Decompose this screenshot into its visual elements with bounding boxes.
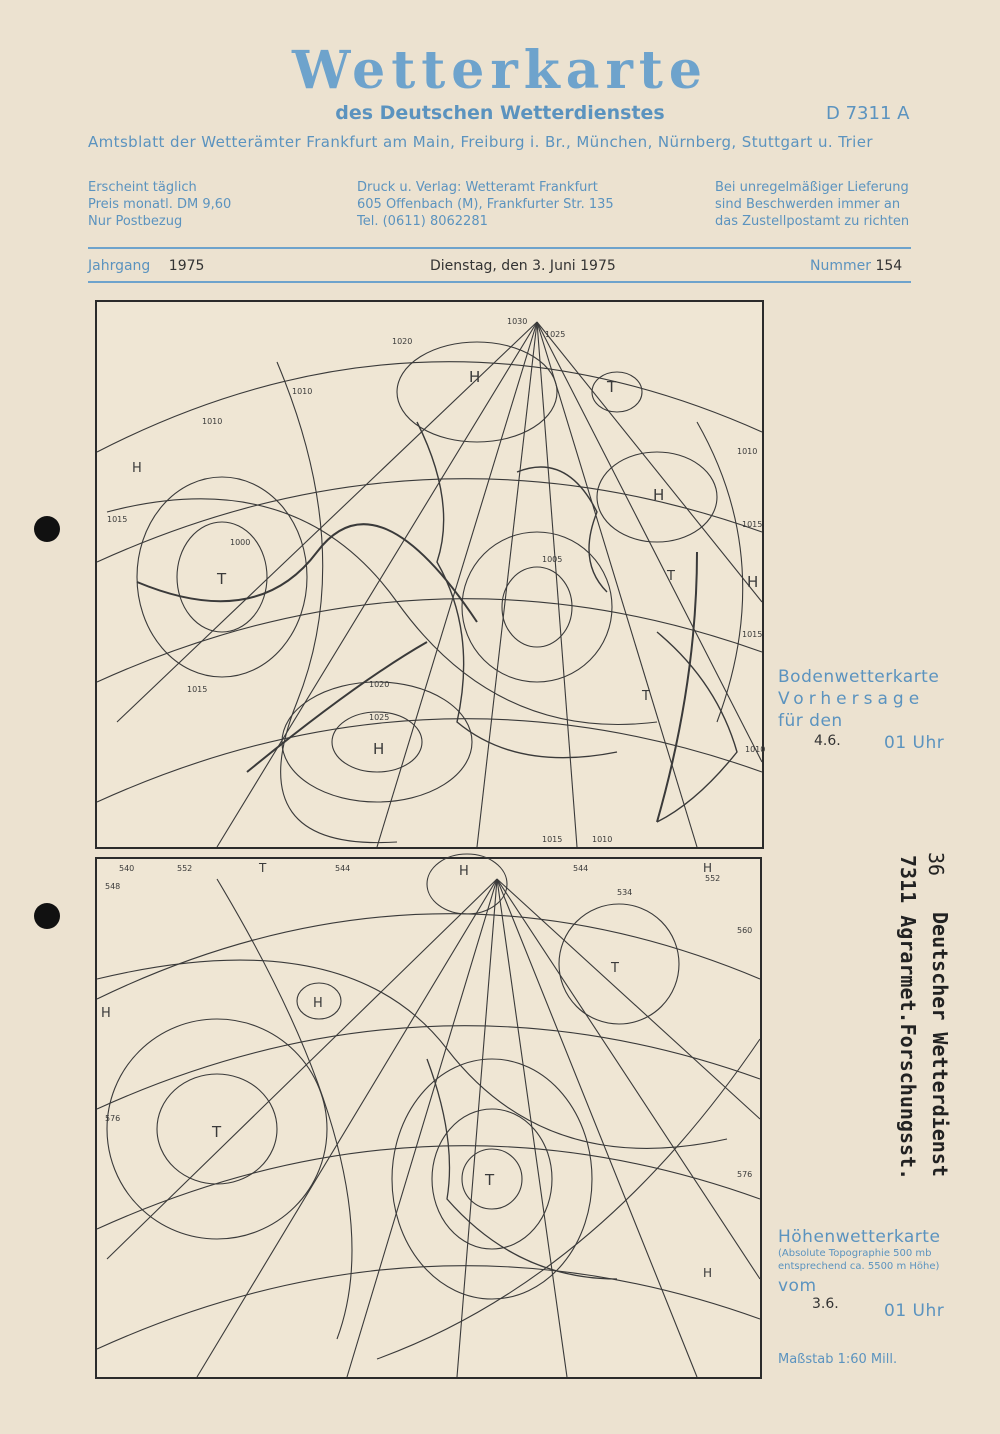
isobar-label: 1005 — [542, 555, 563, 564]
surface-map-caption — [778, 666, 939, 732]
height-high-label: H — [703, 1266, 713, 1280]
pressure-high-label: H — [469, 368, 481, 386]
pressure-low-label: T — [217, 570, 227, 588]
contour-label: 576 — [737, 1170, 753, 1179]
upper-map-vom: vom — [778, 1276, 817, 1296]
isobar-label: 1015 — [187, 685, 208, 694]
surface-map-drawing — [97, 302, 766, 847]
upper-map-drawing — [97, 859, 760, 1377]
height-high-label: H — [101, 1006, 111, 1021]
page-title: Wetterkarte — [292, 40, 708, 101]
isobar-label: 1015 — [742, 630, 763, 639]
surface-map-for: für den — [778, 711, 843, 731]
isobar-label: 1000 — [230, 538, 251, 547]
isobar-label: 1010 — [202, 417, 223, 426]
height-high-label: H — [313, 996, 323, 1011]
upper-map-note-line: entsprechend ca. 5500 m Höhe) — [778, 1261, 940, 1272]
isobar-label: 1020 — [392, 337, 413, 346]
info-line: Nur Postbezug — [88, 214, 183, 229]
jahrgang-value: 1975 — [168, 258, 205, 274]
surface-map-title: Bodenwetterkarte — [778, 667, 940, 687]
info-left — [88, 179, 231, 230]
surface-map-forecast: Vorhersage — [778, 689, 925, 709]
contour-label: 534 — [617, 888, 633, 897]
jahrgang-label: Jahrgang — [88, 258, 151, 274]
subtitle: des Deutschen Wetterdienstes — [335, 102, 665, 124]
isobar-label: 1025 — [369, 713, 390, 722]
info-line: Bei unregelmäßiger Lieferung — [715, 180, 909, 195]
isobar-label: 1015 — [742, 520, 763, 529]
isobar-label: 1015 — [107, 515, 128, 524]
height-low-label: T — [212, 1123, 222, 1141]
upper-map-date: 3.6. — [812, 1296, 839, 1312]
nummer-value: 154 — [875, 258, 903, 274]
pressure-high-label: H — [373, 740, 385, 758]
contour-label: 576 — [105, 1114, 121, 1123]
info-right — [715, 179, 909, 230]
jahrgang — [88, 258, 204, 274]
info-center — [357, 179, 614, 230]
isobar-label: 1010 — [292, 387, 313, 396]
pressure-low-label: T — [607, 378, 617, 396]
library-stamp-line-1: Deutscher Wetterdienst — [928, 912, 952, 1177]
height-high-label: H — [703, 861, 713, 875]
upper-map-time: 01 Uhr — [884, 1301, 945, 1321]
offices-line: Amtsblatt der Wetterämter Frankfurt am Main, Freiburg i. Br., München, Nürnberg, Stuttgart u. Trier — [88, 133, 873, 151]
isobar-label: 1025 — [545, 330, 566, 339]
surface-weather-map — [95, 300, 764, 849]
punch-hole-top — [34, 516, 60, 542]
surface-map-date: 4.6. — [814, 733, 841, 749]
pressure-high-label: H — [747, 573, 759, 591]
info-line: das Zustellpostamt zu richten — [715, 214, 910, 229]
surface-map-time: 01 Uhr — [884, 733, 945, 753]
issue-date: Dienstag, den 3. Juni 1975 — [430, 258, 616, 274]
upper-map-note — [778, 1247, 939, 1273]
upper-map-title: Höhenwetterkarte — [778, 1227, 941, 1247]
isobar-label: 1015 — [542, 835, 563, 844]
pressure-low-label: T — [667, 569, 675, 584]
contour-label: 544 — [573, 864, 589, 873]
isobar-label: 1020 — [369, 680, 390, 689]
isobar-label: 1010 — [737, 447, 758, 456]
rule-top — [88, 247, 911, 249]
publication-code: D 7311 A — [826, 103, 910, 124]
info-line: sind Beschwerden immer an — [715, 197, 901, 212]
pressure-high-label: H — [653, 486, 665, 504]
contour-label: 560 — [737, 926, 753, 935]
info-line: Erscheint täglich — [88, 180, 197, 195]
pressure-high-label: H — [132, 461, 142, 476]
contour-label: 548 — [105, 882, 121, 891]
contour-label: 540 — [119, 864, 135, 873]
height-low-label: T — [485, 1171, 495, 1189]
contour-label: 552 — [705, 874, 721, 883]
info-line: 605 Offenbach (M), Frankfurter Str. 135 — [357, 197, 614, 212]
isobar-label: 1010 — [745, 745, 766, 754]
issue-number — [810, 258, 902, 274]
upper-air-weather-map — [95, 857, 762, 1379]
nummer-label: Nummer — [810, 258, 871, 274]
pressure-low-label: T — [642, 689, 650, 704]
isobar-label: 1030 — [507, 317, 528, 326]
info-line: Tel. (0611) 8062281 — [357, 214, 488, 229]
library-stamp-line-2: 7311 Agrarmet.Forschungsst. — [896, 855, 920, 1181]
upper-map-note-line: (Absolute Topographie 500 mb — [778, 1248, 932, 1259]
height-high-label: H — [459, 864, 469, 879]
library-stamp-number: 36 — [924, 852, 948, 877]
info-line: Preis monatl. DM 9,60 — [88, 197, 232, 212]
height-low-label: T — [259, 861, 267, 875]
map-scale: Maßstab 1:60 Mill. — [778, 1352, 898, 1367]
contour-label: 552 — [177, 864, 193, 873]
contour-label: 544 — [335, 864, 351, 873]
punch-hole-bottom — [34, 903, 60, 929]
rule-bottom — [88, 281, 911, 283]
info-line: Druck u. Verlag: Wetteramt Frankfurt — [357, 180, 598, 195]
height-low-label: T — [611, 961, 619, 976]
isobar-label: 1010 — [592, 835, 613, 844]
